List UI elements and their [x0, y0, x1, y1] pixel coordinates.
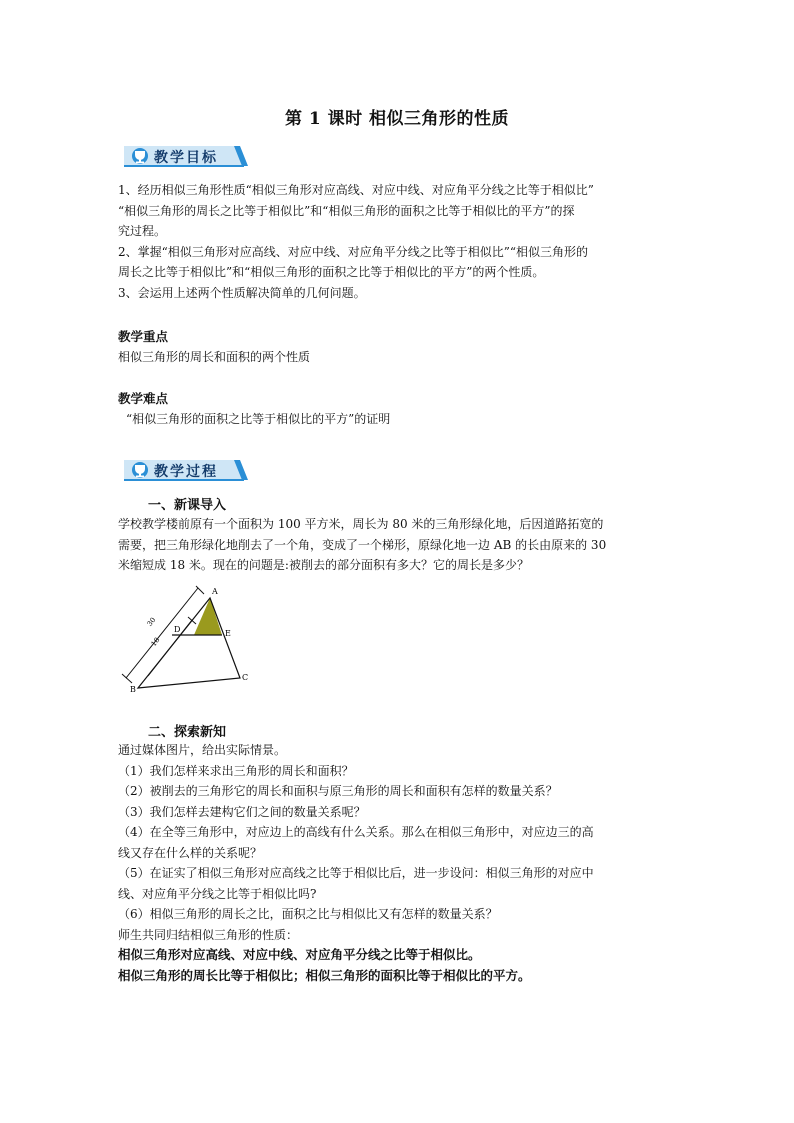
objective-line: 2、掌握“相似三角形对应高线、对应中线、对应角平分线之比等于相似比”“相似三角形的	[118, 244, 589, 259]
process-badge-label: 教学过程	[154, 464, 218, 480]
part1-line: 学校教学楼前原有一个面积为 100 平方米，周长为 80 米的三角形绿化地，后因道路拓宽的	[118, 517, 604, 531]
question-line: （4）在全等三角形中，对应边上的高线有什么关系。那么在相似三角形中，对应边三的高	[118, 825, 594, 839]
label-30: 30	[145, 616, 158, 629]
dimension-tick	[122, 674, 132, 683]
conclusion-line: 相似三角形对应高线、对应中线、对应角平分线之比等于相似比。	[118, 947, 481, 962]
part1-line: 米缩短成 18 米。现在的问题是:被削去的部分面积有多大？它的周长是多少？	[118, 558, 529, 572]
objective-line: “相似三角形的周长之比等于相似比”和“相似三角形的面积之比等于相似比的平方”的探	[118, 203, 575, 218]
objectives-list	[118, 180, 684, 303]
part1-text	[118, 514, 684, 576]
question-line: （2）被削去的三角形它的周长和面积与原三角形的周长和面积有怎样的数量关系？	[118, 784, 558, 798]
question-line: （1）我们怎样来求出三角形的周长和面积？	[118, 763, 354, 778]
key-point-heading: 教学重点	[118, 329, 169, 344]
cut-triangle	[194, 598, 222, 635]
objective-line: 究过程。	[118, 224, 167, 238]
part1-heading: 一、新课导入	[148, 498, 227, 513]
question-line: （6）相似三角形的周长之比，面积之比与相似比又有怎样的数量关系？	[118, 907, 498, 921]
difficulty-text: “相似三角形的面积之比等于相似比的平方”的证明	[126, 412, 391, 426]
question-line: （3）我们怎样去建构它们之间的数量关系呢？	[118, 804, 366, 819]
difficulty-heading: 教学难点	[118, 391, 169, 406]
page-title: 第 1 课时 相似三角形的性质	[284, 109, 510, 129]
objectives-badge	[124, 144, 248, 168]
part2-heading: 二、探索新知	[148, 725, 227, 740]
conclusion-line: 相似三角形的周长比等于相似比；相似三角形的面积比等于相似比的平方。	[118, 967, 531, 983]
question-line: （5）在证实了相似三角形对应高线之比等于相似比后，进一步设问：相似三角形的对应中	[118, 866, 594, 880]
key-point-text: 相似三角形的周长和面积的两个性质	[118, 350, 311, 364]
question-line: 线又存在什么样的关系呢？	[118, 845, 263, 860]
label-b: B	[130, 685, 136, 694]
part1-line: 需要，把三角形绿化地削去了一个角，变成了一个梯形，原绿化地一边 AB 的长由原来的 30	[118, 537, 607, 552]
process-badge	[124, 458, 248, 482]
part2-text	[118, 740, 684, 986]
label-c: C	[242, 673, 249, 682]
part2-intro: 通过媒体图片，给出实际情景。	[118, 743, 287, 757]
dimension-line-30	[126, 588, 198, 678]
objective-line: 1、经历相似三角形性质“相似三角形对应高线、对应中线、对应角平分线之比等于相似比”	[118, 183, 594, 197]
objective-line: 3、会运用上述两个性质解决简单的几何问题。	[118, 285, 366, 300]
dimension-tick	[196, 586, 204, 594]
question-line: 线、对应角平分线之比等于相似比吗?	[118, 886, 317, 901]
label-a: A	[212, 587, 218, 596]
summary-intro: 师生共同归结相似三角形的性质：	[118, 927, 299, 942]
label-e: E	[225, 629, 231, 638]
objectives-badge-label: 教学目标	[154, 150, 218, 166]
trapezoid-figure	[112, 580, 262, 695]
label-d: D	[174, 625, 181, 634]
objective-line: 周长之比等于相似比”和“相似三角形的面积之比等于相似比的平方”的两个性质。	[118, 265, 545, 279]
label-18: 18	[149, 636, 162, 649]
